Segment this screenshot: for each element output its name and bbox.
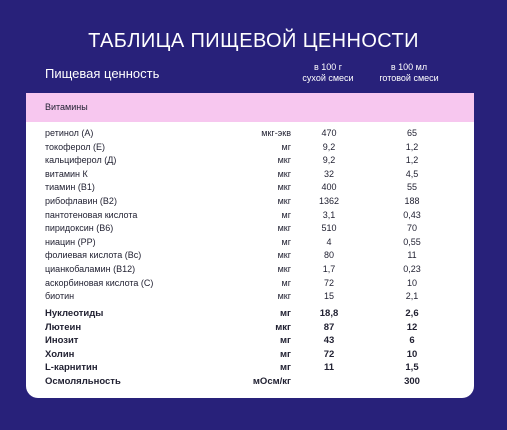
cell-v1: 43 (323, 335, 335, 347)
cell-v2: 188 (404, 196, 420, 206)
cell-v2: 55 (406, 182, 417, 193)
cell-unit: мг (280, 308, 291, 319)
cell-name: фолиевая кислота (Вс) (45, 250, 142, 261)
table-row (26, 196, 474, 209)
cell-v1: 87 (323, 321, 335, 333)
cell-unit: мкг (277, 196, 291, 206)
table-row (26, 169, 474, 182)
cell-unit: мг (280, 348, 291, 360)
cell-v1: 80 (323, 250, 334, 261)
table-row (26, 237, 474, 250)
cell-unit: мкг (275, 321, 291, 333)
table-row (26, 155, 474, 168)
cell-v1: 15 (323, 291, 334, 302)
cell-v2: 12 (406, 321, 418, 333)
cell-v2: 4,5 (405, 168, 419, 179)
cell-name: Осмоляльность (45, 376, 121, 387)
cell-unit: мг (281, 277, 291, 288)
cell-name: L-карнитин (45, 362, 98, 374)
cell-name: кальциферол (Д) (45, 155, 117, 166)
cell-v1: 1,7 (322, 264, 336, 274)
cell-name: тиамин (В1) (45, 182, 95, 193)
cell-unit: мкг (277, 264, 291, 274)
cell-v1: 11 (323, 362, 335, 374)
table-row (26, 142, 474, 155)
cell-name: Нуклеотиды (45, 308, 104, 319)
table-row (26, 349, 474, 362)
cell-v2: 11 (407, 250, 417, 261)
column-header-dry-line1: в 100 г (313, 62, 343, 72)
table-row (26, 264, 474, 277)
cell-unit: мкг (277, 291, 291, 302)
cell-unit: мг (281, 141, 291, 152)
cell-v1: 72 (323, 277, 334, 288)
table-row (26, 182, 474, 195)
table-row (26, 278, 474, 291)
cell-v1: 510 (321, 223, 337, 234)
table-row (26, 223, 474, 236)
cell-name: рибофлавин (В2) (45, 196, 117, 206)
cell-v1: 1362 (318, 196, 340, 206)
cell-v2: 300 (404, 376, 420, 387)
cell-v2: 2,1 (405, 291, 419, 302)
cell-v2: 70 (406, 223, 417, 234)
column-header-dry (283, 62, 373, 84)
cell-unit: мкг (277, 223, 291, 234)
cell-name: токоферол (Е) (45, 141, 106, 152)
cell-v2: 10 (406, 348, 418, 360)
cell-name: витамин К (45, 168, 88, 179)
table-row (26, 210, 474, 223)
column-header-dry-line2: сухой смеси (302, 73, 354, 83)
cell-unit: мкг (277, 182, 291, 193)
cell-unit: мкг-экв (261, 128, 291, 138)
table-row (26, 322, 474, 335)
cell-v2: 6 (409, 335, 415, 347)
cell-v2: 10 (406, 277, 417, 288)
page-title: ТАБЛИЦА ПИЩЕВОЙ ЦЕННОСТИ (88, 30, 419, 52)
cell-unit: мкг (277, 155, 291, 166)
cell-name: Холин (45, 348, 75, 360)
cell-unit: мг (281, 236, 291, 247)
cell-unit: мг (280, 362, 291, 374)
cell-name: аскорбиновая кислота (С) (45, 277, 154, 288)
cell-v1: 4 (326, 236, 332, 247)
cell-v2: 0,55 (403, 236, 421, 247)
cell-name: пантотеновая кислота (45, 209, 138, 220)
cell-v1: 3,1 (322, 209, 336, 220)
cell-v2: 1,5 (405, 362, 419, 374)
table-row (26, 308, 474, 321)
nutrition-table (26, 93, 474, 398)
cell-v2: 1,2 (405, 141, 419, 152)
cell-unit: мОсм/кг (252, 376, 291, 387)
table-row (26, 250, 474, 263)
cell-unit: мкг (277, 250, 291, 261)
cell-name: ниацин (РР) (45, 236, 96, 247)
cell-v1: 470 (321, 128, 337, 138)
cell-v2: 2,6 (405, 308, 419, 319)
cell-v1: 400 (321, 182, 337, 193)
section-label: Витамины (45, 102, 88, 112)
cell-v1: 18,8 (319, 308, 339, 319)
table-row (26, 335, 474, 348)
cell-v1: 72 (323, 348, 335, 360)
table-row (26, 291, 474, 304)
table-row (26, 376, 474, 389)
cell-unit: мкг (277, 168, 291, 179)
cell-unit: мг (280, 335, 291, 347)
column-header-nutrient: Пищевая ценность (45, 66, 160, 81)
cell-name: цианкобаламин (В12) (45, 264, 136, 274)
column-header-ready-line2: готовой смеси (379, 73, 439, 83)
table-row (26, 128, 474, 141)
section-header-vitamins (26, 93, 474, 122)
cell-v1: 32 (323, 168, 334, 179)
cell-v2: 1,2 (405, 155, 419, 166)
cell-name: пиридоксин (В6) (45, 223, 114, 234)
cell-v1: 9,2 (322, 141, 336, 152)
cell-v2: 0,43 (403, 209, 421, 220)
cell-name: Инозит (45, 335, 79, 347)
cell-name: биотин (45, 291, 75, 302)
cell-unit: мг (281, 209, 291, 220)
cell-v1: 9,2 (322, 155, 336, 166)
cell-v2: 0,23 (403, 264, 421, 274)
column-header-ready (364, 62, 454, 84)
column-header-ready-line1: в 100 мл (390, 62, 428, 72)
cell-name: Лютеин (45, 321, 82, 333)
cell-v2: 65 (406, 128, 417, 138)
table-row (26, 362, 474, 375)
cell-name: ретинол (А) (45, 128, 94, 138)
